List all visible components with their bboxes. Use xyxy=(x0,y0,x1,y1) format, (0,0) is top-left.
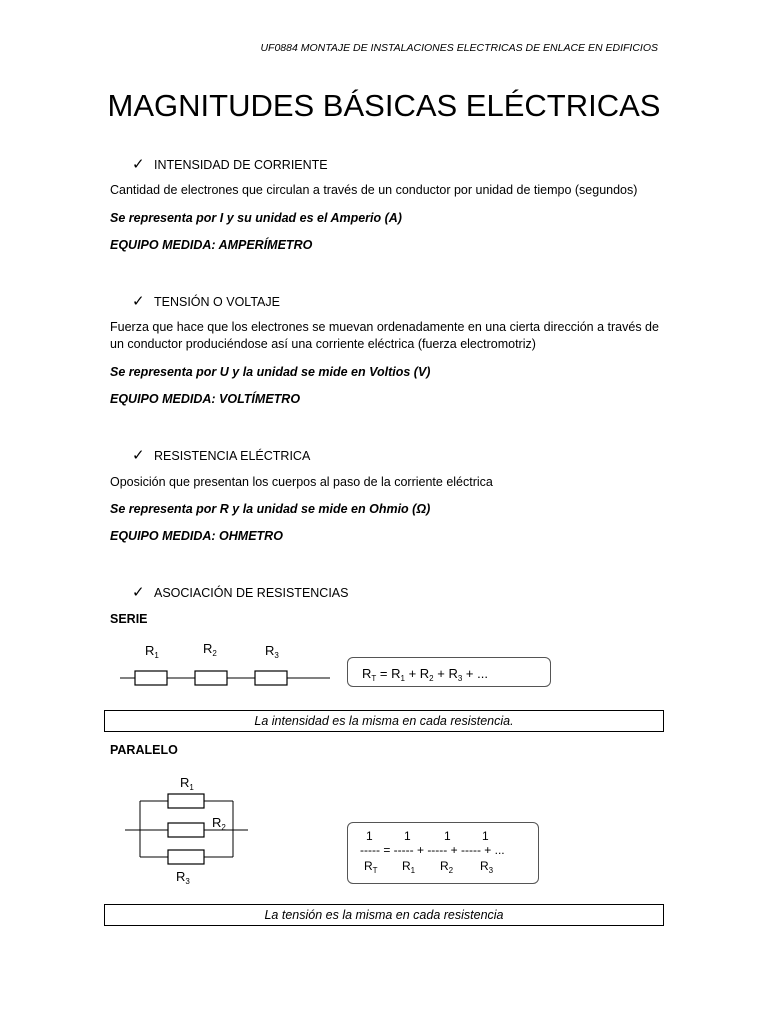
serie-label: SERIE xyxy=(110,612,148,626)
parallel-formula-box xyxy=(347,822,539,884)
svg-text:RT = R1 + R2 + R3 + ...: $R_T = R_1 + R_2 + R_3$ + ... xyxy=(362,666,488,683)
series-circuit-diagram xyxy=(115,636,335,696)
svg-text:1: 1 xyxy=(444,829,451,843)
label-r3: $R_3$ xyxy=(265,643,279,660)
svg-text:1: 1 xyxy=(482,829,489,843)
section-heading-asociacion xyxy=(132,583,348,601)
section-heading-intensidad xyxy=(132,155,328,173)
check-icon: ✓ xyxy=(132,447,145,464)
parallel-note-box: La tensión es la misma en cada resistencia xyxy=(104,904,664,926)
series-note-box: La intensidad es la misma en cada resistencia. xyxy=(104,710,664,732)
svg-text:R3: $R_3$ xyxy=(480,859,494,875)
resistor-r3 xyxy=(168,850,204,864)
label-r2: $R_2$ xyxy=(212,815,226,832)
label-r3: $R_3$ xyxy=(176,869,190,886)
tension-equipment: EQUIPO MEDIDA: VOLTÍMETRO xyxy=(110,392,301,406)
parallel-formula xyxy=(348,823,538,883)
intensidad-representation: Se representa por I y su unidad es el Amperio (A) xyxy=(110,211,402,225)
page-header: UF0884 MONTAJE DE INSTALACIONES ELECTRICAS DE ENLACE EN EDIFICIOS xyxy=(260,42,658,54)
heading-text: RESISTENCIA ELÉCTRICA xyxy=(154,449,311,463)
resistor-r1 xyxy=(168,794,204,808)
resistor-r2 xyxy=(168,823,204,837)
page-title: MAGNITUDES BÁSICAS ELÉCTRICAS xyxy=(107,88,661,123)
resistor-r1 xyxy=(135,671,167,685)
tension-description: Fuerza que hace que los electrones se muevan ordenadamente en una cierta dirección a través de un conductor produciéndose así una corriente eléctrica (fuerza electromotriz) xyxy=(110,320,659,351)
label-r1: $R_1$ xyxy=(145,643,159,660)
check-icon: ✓ xyxy=(132,156,145,173)
svg-text:RT: $R_T$ xyxy=(364,859,378,875)
check-icon: ✓ xyxy=(132,293,145,310)
section-heading-resistencia xyxy=(132,446,310,464)
paralelo-label: PARALELO xyxy=(110,743,178,757)
svg-text:1: 1 xyxy=(404,829,411,843)
svg-text:----- = ----- + ----- + -----: ----- = ----- + ----- + ----- + ... xyxy=(360,843,505,857)
svg-text:R1: $R_1$ xyxy=(402,859,416,875)
tension-representation: Se representa por U y la unidad se mide en Voltios (V) xyxy=(110,365,431,379)
resistencia-representation: Se representa por R y la unidad se mide en Ohmio (Ω) xyxy=(110,502,431,516)
intensidad-equipment: EQUIPO MEDIDA: AMPERÍMETRO xyxy=(110,238,313,252)
series-formula xyxy=(348,658,550,686)
resistencia-equipment: EQUIPO MEDIDA: OHMETRO xyxy=(110,529,283,543)
heading-text: INTENSIDAD DE CORRIENTE xyxy=(154,158,328,172)
resistor-r3 xyxy=(255,671,287,685)
label-r2: $R_2$ xyxy=(203,641,217,658)
intensidad-description: Cantidad de electrones que circulan a través de un conductor por unidad de tiempo (segundos) xyxy=(110,183,638,197)
heading-text: ASOCIACIÓN DE RESISTENCIAS xyxy=(154,586,349,600)
resistor-r2 xyxy=(195,671,227,685)
label-r1: $R_1$ xyxy=(180,775,194,792)
series-formula-box xyxy=(347,657,551,687)
svg-text:R2: $R_2$ xyxy=(440,859,454,875)
parallel-circuit-diagram xyxy=(120,770,260,890)
svg-text:1: 1 xyxy=(366,829,373,843)
section-heading-tension xyxy=(132,292,280,310)
heading-text: TENSIÓN O VOLTAJE xyxy=(154,295,280,309)
resistencia-description: Oposición que presentan los cuerpos al paso de la corriente eléctrica xyxy=(110,475,493,489)
check-icon: ✓ xyxy=(132,584,145,601)
